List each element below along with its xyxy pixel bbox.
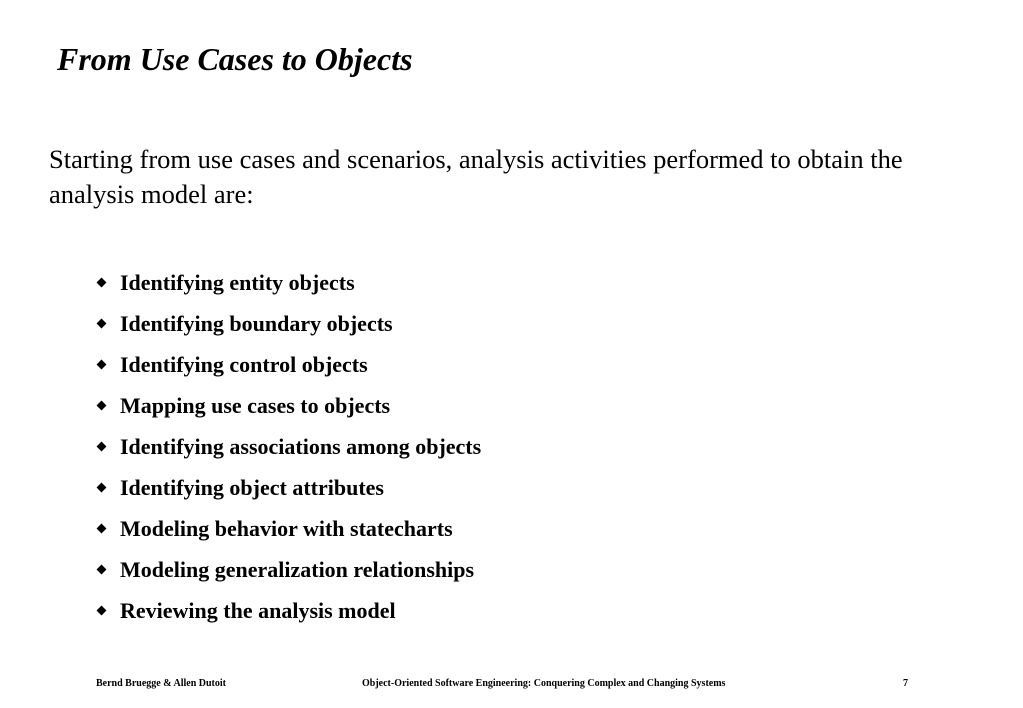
diamond-bullet-icon — [97, 401, 107, 411]
diamond-bullet-icon — [97, 606, 107, 616]
list-item-text: Identifying associations among objects — [120, 434, 482, 459]
intro-paragraph: Starting from use cases and scenarios, analysis activities performed to obtain the analysis model are: — [49, 144, 903, 209]
list-item-text: Identifying boundary objects — [120, 311, 393, 336]
list-item — [96, 262, 481, 303]
list-item-text: Reviewing the analysis model — [120, 598, 396, 623]
diamond-bullet-icon — [97, 278, 107, 288]
list-item — [96, 467, 481, 508]
list-item — [96, 549, 481, 590]
list-item — [96, 590, 481, 631]
diamond-bullet-icon — [97, 524, 107, 534]
list-item — [96, 385, 481, 426]
list-item-text: Identifying entity objects — [120, 270, 355, 295]
slide-title: From Use Cases to Objects — [57, 41, 413, 77]
list-item-text: Modeling generalization relationships — [120, 557, 475, 582]
footer-authors: Bernd Bruegge & Allen Dutoit — [96, 678, 226, 689]
list-item — [96, 508, 481, 549]
list-item — [96, 426, 481, 467]
diamond-bullet-icon — [97, 319, 107, 329]
list-item-text: Identifying control objects — [120, 352, 368, 377]
diamond-bullet-icon — [97, 565, 107, 575]
diamond-bullet-icon — [97, 360, 107, 370]
activity-list — [96, 262, 481, 631]
footer-page-number: 7 — [903, 678, 908, 689]
list-item — [96, 344, 481, 385]
diamond-bullet-icon — [97, 442, 107, 452]
diamond-bullet-icon — [97, 483, 107, 493]
footer-book-title: Object-Oriented Software Engineering: Conquering Complex and Changing Systems — [362, 678, 726, 689]
list-item-text: Identifying object attributes — [120, 475, 384, 500]
list-item-text: Modeling behavior with statecharts — [120, 516, 453, 541]
list-item — [96, 303, 481, 344]
list-item-text: Mapping use cases to objects — [120, 393, 391, 418]
